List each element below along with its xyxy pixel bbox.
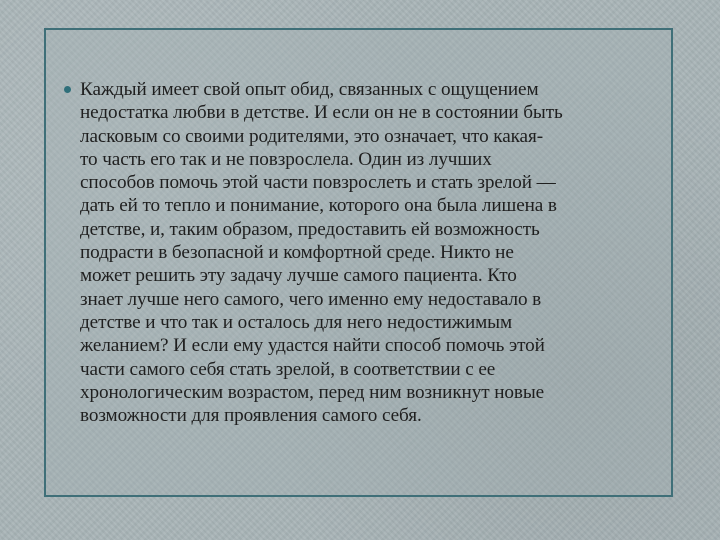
body-text: Каждый имеет свой опыт обид, связанных с ощущением недостатка любви в детстве. И если он не в состоянии быть ласковым со своими родителями, это означает, что какая- то часть его так и не повзрослела. Один из лучших способов помочь этой части повзрослеть и стать зрелой — дать ей то тепло и понимание, которого она была лишена в детстве, и, таким образом, предоставить ей возможность подрасти в безопасной и комфортной среде. Никто не может решить эту задачу лучше самого пациента. Кто знает лучше него самого, чего именно ему недоставало в детстве и что так и осталось для него недостижимым желанием? И если ему удастся найти способ помочь этой части самого себя стать зрелой, в соответствии с ее хронологическим возрастом, перед ним возникнут новые возможности для проявления самого себя. <box>80 79 563 427</box>
bullet-icon <box>64 86 71 93</box>
slide-frame <box>44 28 673 497</box>
